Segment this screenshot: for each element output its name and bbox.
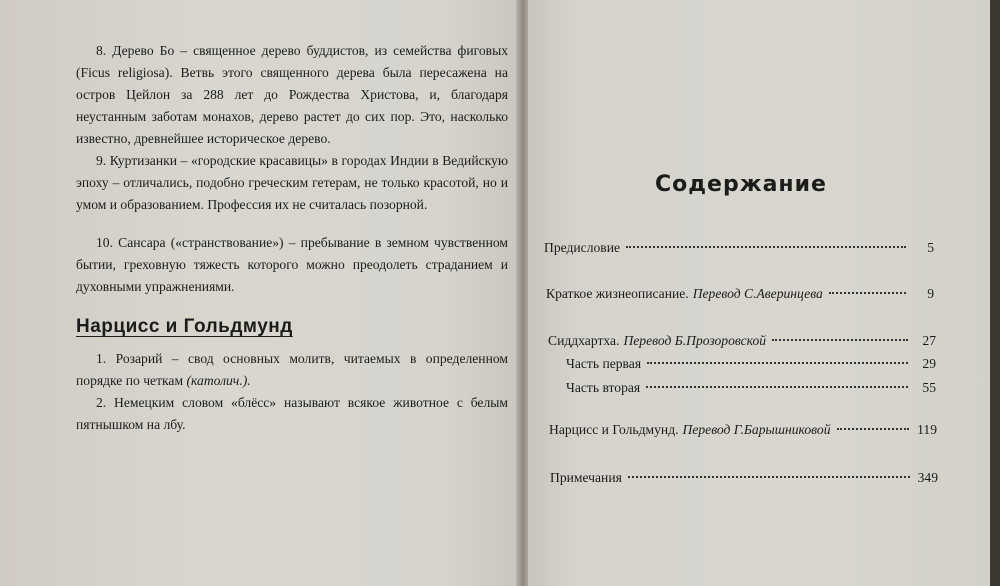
toc-entry-biography[interactable]: Краткое жизнеописание. Перевод С.Аверинцева 9 xyxy=(546,286,934,301)
page-edge xyxy=(990,0,1000,586)
note-2: 2. Немецким словом «блёсс» называют всякое животное с белым пятнышком на лбу. xyxy=(76,395,508,432)
toc-title: Содержание xyxy=(655,172,827,197)
toc-page-number: 349 xyxy=(917,470,938,485)
toc-entry-preface[interactable]: Предисловие 5 xyxy=(544,240,934,255)
toc-leader-dots xyxy=(626,246,906,248)
toc-leader-dots xyxy=(646,386,908,388)
toc-leader-dots xyxy=(647,362,908,364)
toc-page-number: 9 xyxy=(927,286,934,301)
toc-page-number: 29 xyxy=(922,356,936,371)
section-heading: Нарцисс и Гольдмунд xyxy=(76,316,293,337)
toc-page-number: 55 xyxy=(922,380,936,395)
toc-entry-part-one[interactable]: Часть первая 29 xyxy=(566,356,936,371)
note-10: 10. Сансара («странствование») – пребывание в земном чувственном бытии, греховную тяжесть которого можно преодолеть страданием и духовными упражнениями. xyxy=(76,235,508,294)
toc-leader-dots xyxy=(628,476,910,478)
note-9: 9. Куртизанки – «городские красавицы» в городах Индии в Ведийскую эпоху – отличались, подобно греческим гетерам, не только красотой, но и умом и образованием. Профессия их не считалась позорной. xyxy=(76,153,508,212)
toc-entry-notes[interactable]: Примечания 349 xyxy=(550,470,938,485)
toc-page-number: 5 xyxy=(927,240,934,255)
note-1: 1. Розарий – свод основных молитв, читаемых в определенном порядке по четкам (католич.). xyxy=(76,351,508,388)
toc-entry-part-two[interactable]: Часть вторая 55 xyxy=(566,380,936,395)
toc-entry-narcissus[interactable]: Нарцисс и Гольдмунд. Перевод Г.Барышниковой 119 xyxy=(549,422,937,437)
note-8: 8. Дерево Бо – священное дерево буддистов, из семейства фиговых (Ficus religiosa). Ветвь этого священного дерева была пересажена на остров Цейлон за 288 лет до Рождества Христова, и, благодаря неустанным заботам монахов, дерево растет до сих пор. Это, насколько известно, древнейшее историческое дерево. xyxy=(76,43,508,146)
toc-page-number: 27 xyxy=(922,333,936,348)
note-1-abbrev: (католич.). xyxy=(186,373,251,388)
toc-leader-dots xyxy=(772,339,908,341)
toc-leader-dots xyxy=(829,292,906,294)
toc-leader-dots xyxy=(837,428,910,430)
toc-page-number: 119 xyxy=(917,422,937,437)
toc-entry-siddhartha[interactable]: Сиддхартха. Перевод Б.Прозоровской 27 xyxy=(548,333,936,348)
